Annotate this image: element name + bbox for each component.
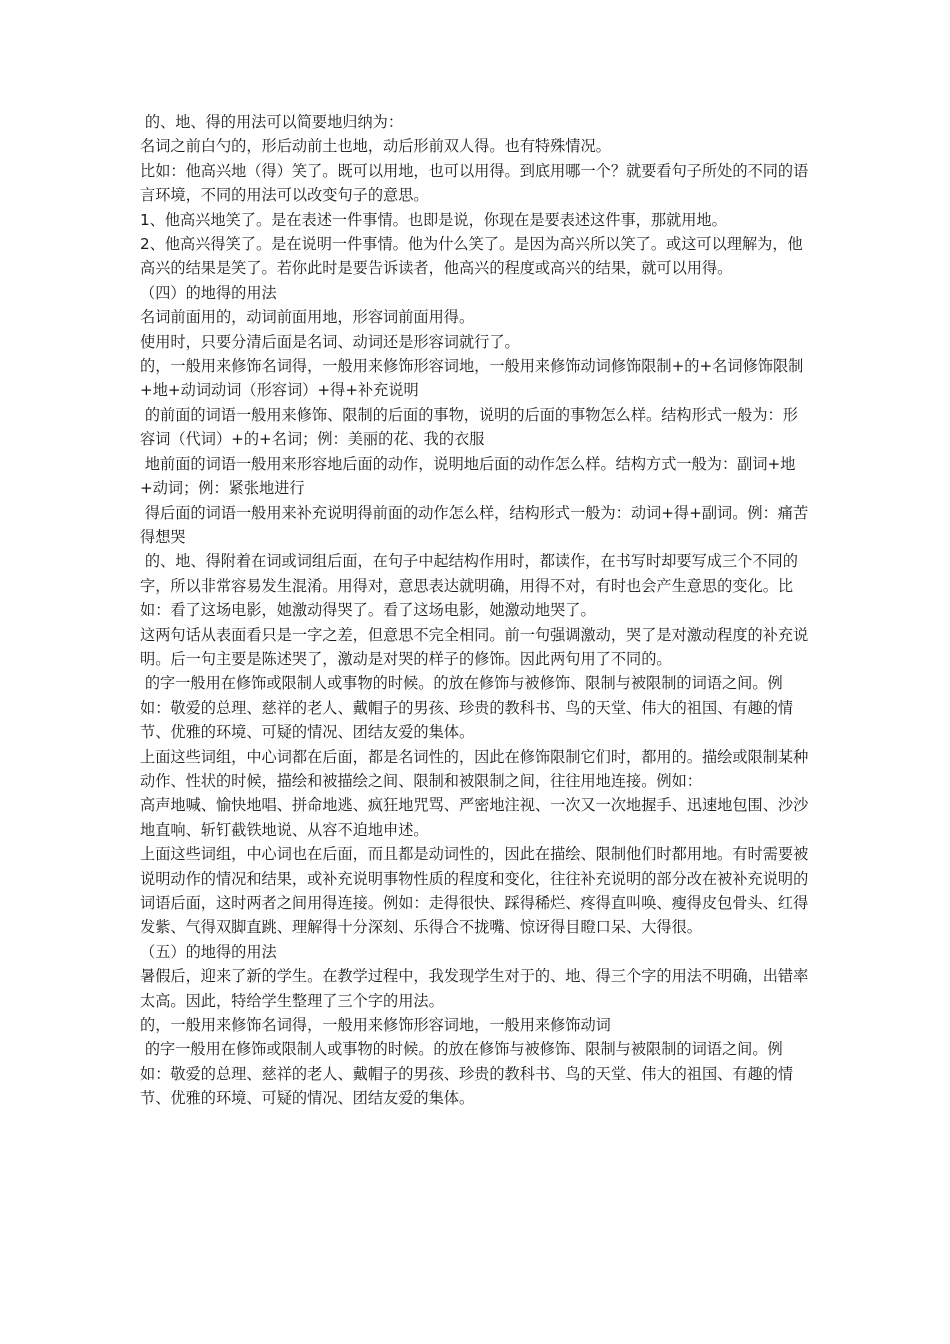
paragraph: 1、他高兴地笑了。是在表述一件事情。也即是说，你现在是要表述这件事，那就用地。	[140, 210, 727, 229]
paragraph: 的前面的词语一般用来修饰、限制的后面的事物，说明的后面的事物怎么样。结构形式一般为：形容词（代词）+的+名词；例：美丽的花、我的衣服	[140, 405, 798, 449]
section-heading: （五）的地得的用法	[140, 942, 277, 961]
paragraph: 高声地喊、愉快地唱、拼命地逃、疯狂地咒骂、严密地注视、一次又一次地握手、迅速地包围、沙沙地直响、斩钉截铁地说、从容不迫地申述。	[140, 796, 809, 839]
paragraph: 暑假后，迎来了新的学生。在教学过程中，我发现学生对于的、地、得三个字的用法不明确，出错率太高。因此，特给学生整理了三个字的用法。	[140, 967, 809, 1010]
paragraph: 的字一般用在修饰或限制人或事物的时候。的放在修饰与被修饰、限制与被限制的词语之间。例如：敬爱的总理、慈祥的老人、戴帽子的男孩、珍贵的教科书、鸟的天堂、伟大的祖国、有趣的情节、优雅的环境、可疑的情况、团结友爱的集体。	[140, 1040, 794, 1108]
paragraph: 2、他高兴得笑了。是在说明一件事情。他为什么笑了。是因为高兴所以笑了。或这可以理解为，他高兴的结果是笑了。若你此时是要告诉读者，他高兴的程度或高兴的结果，就可以用得。	[140, 235, 803, 278]
paragraph: 的、地、得附着在词或词组后面，在句子中起结构作用时，都读作，在书写时却要写成三个不同的字，所以非常容易发生混淆。用得对，意思表达就明确，用得不对，有时也会产生意思的变化。比如：看了这场电影，她激动得哭了。看了这场电影，她激动地哭了。	[140, 552, 798, 620]
paragraph: 得后面的词语一般用来补充说明得前面的动作怎么样，结构形式一般为：动词+得+副词。例：痛苦得想哭	[140, 503, 809, 546]
paragraph: 使用时，只要分清后面是名词、动词还是形容词就行了。	[140, 332, 520, 351]
paragraph: 这两句话从表面看只是一字之差，但意思不完全相同。前一句强调激动，哭了是对激动程度的补充说明。后一句主要是陈述哭了，激动是对哭的样子的修饰。因此两句用了不同的。	[140, 625, 809, 668]
section-heading: （四）的地得的用法	[140, 283, 277, 302]
paragraph: 的，一般用来修饰名词得，一般用来修饰形容词地，一般用来修饰动词	[140, 1016, 611, 1035]
paragraph: 上面这些词组，中心词也在后面，而且都是动词性的，因此在描绘、限制他们时都用地。有时需要被说明动作的情况和结果，或补充说明事物性质的程度和变化，往往补充说明的部分改在被补充说明的词语后面，这时两者之间用得连接。例如：走得很快、踩得稀烂、疼得直叫唤、瘦得皮包骨头、红得发紫、气得双脚直跳、理解得十分深刻、乐得合不拢嘴、惊讶得目瞪口呆、大得很。	[140, 845, 809, 937]
paragraph: 名词之前白勺的，形后动前土也地，动后形前双人得。也有特殊情况。	[140, 137, 611, 156]
paragraph: 上面这些词组，中心词都在后面，都是名词性的，因此在修饰限制它们时，都用的。描绘或限制某种动作、性状的时候，描绘和被描绘之间、限制和被限制之间，往往用地连接。例如：	[140, 747, 809, 790]
paragraph: 的，一般用来修饰名词得，一般用来修饰形容词地，一般用来修饰动词修饰限制+的+名词修饰限制+地+动词动词（形容词）+得+补充说明	[140, 357, 804, 400]
paragraph: 的字一般用在修饰或限制人或事物的时候。的放在修饰与被修饰、限制与被限制的词语之间。例如：敬爱的总理、慈祥的老人、戴帽子的男孩、珍贵的教科书、鸟的天堂、伟大的祖国、有趣的情节、优雅的环境、可疑的情况、团结友爱的集体。	[140, 674, 794, 742]
paragraph: 的、地、得的用法可以简要地归纳为：	[140, 113, 404, 131]
paragraph: 比如：他高兴地（得）笑了。既可以用地，也可以用得。到底用哪一个？就要看句子所处的不同的语言环境，不同的用法可以改变句子的意思。	[140, 161, 809, 205]
paragraph: 地前面的词语一般用来形容地后面的动作，说明地后面的动作怎么样。结构方式一般为：副词+地+动词；例：紧张地进行	[140, 454, 796, 498]
paragraph: 名词前面用的，动词前面用地，形容词前面用得。	[140, 308, 475, 327]
document-body	[140, 110, 812, 1111]
